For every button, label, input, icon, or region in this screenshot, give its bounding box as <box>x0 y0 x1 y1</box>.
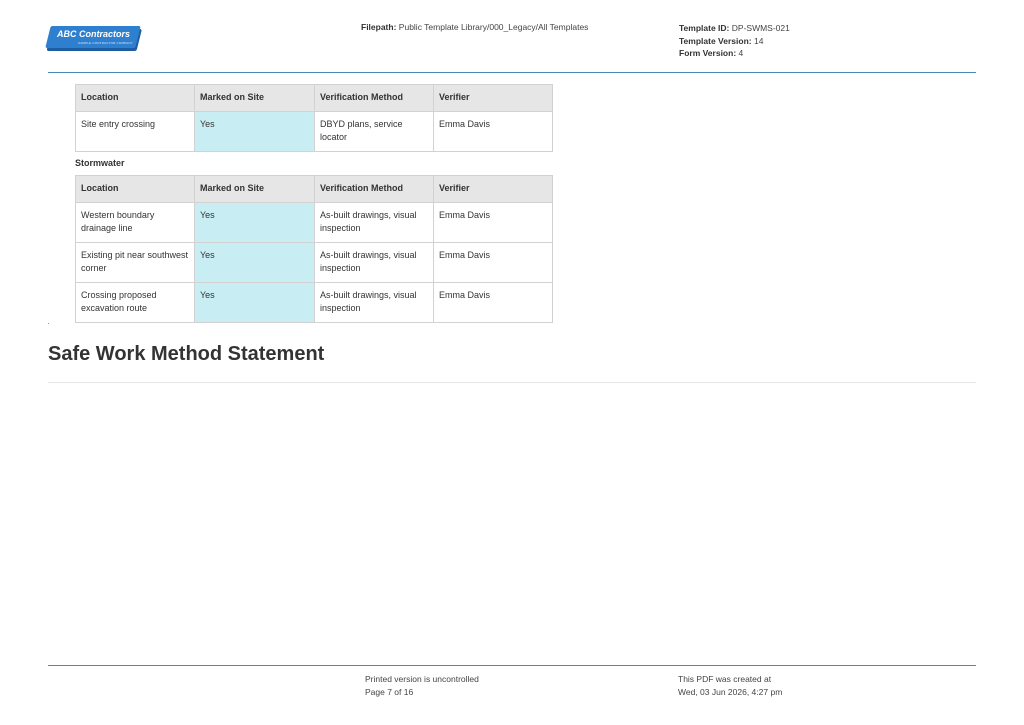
created-timestamp: Wed, 03 Jun 2026, 4:27 pm <box>678 686 783 697</box>
table-header-row <box>76 85 553 112</box>
marked-cell: Yes <box>195 282 315 322</box>
stormwater-table <box>75 175 553 323</box>
column-header: Location <box>76 176 195 203</box>
template-id-value: DP-SWMS-021 <box>731 23 790 33</box>
verification-cell: As-built drawings, visual inspection <box>315 282 434 322</box>
header-filepath <box>361 22 588 32</box>
location-cell: Western boundary drainage line <box>76 202 195 242</box>
marked-cell: Yes <box>195 202 315 242</box>
services-table <box>75 84 553 152</box>
verifier-cell: Emma Davis <box>434 242 553 282</box>
column-header: Verification Method <box>315 176 434 203</box>
verifier-cell: Emma Davis <box>434 282 553 322</box>
form-version-label: Form Version: <box>679 48 737 58</box>
verification-cell: As-built drawings, visual inspection <box>315 242 434 282</box>
table-row <box>76 282 553 322</box>
template-id-label: Template ID: <box>679 23 730 33</box>
company-logo <box>48 26 138 52</box>
table-row <box>76 202 553 242</box>
table-row <box>76 242 553 282</box>
column-header: Verifier <box>434 85 553 112</box>
footer-divider <box>48 665 976 666</box>
column-header: Verifier <box>434 176 553 203</box>
uncontrolled-notice: Printed version is uncontrolled <box>365 674 479 684</box>
logo-name: ABC Contractors <box>57 29 131 39</box>
footer-created-info <box>678 673 782 698</box>
location-cell: Existing pit near southwest corner <box>76 242 195 282</box>
template-id-line <box>679 22 790 35</box>
form-version-line <box>679 47 790 60</box>
column-header: Marked on Site <box>195 176 315 203</box>
page-number: Page 7 of 16 <box>365 686 414 697</box>
template-version-line <box>679 35 790 48</box>
stormwater-label: Stormwater <box>75 158 125 168</box>
verifier-cell: Emma Davis <box>434 202 553 242</box>
form-version-value: 4 <box>738 48 744 58</box>
header-divider <box>48 72 976 73</box>
footer-print-info <box>365 673 479 698</box>
column-header: Location <box>76 85 195 112</box>
column-header: Verification Method <box>315 85 434 112</box>
column-header: Marked on Site <box>195 85 315 112</box>
logo-tagline: SAMPLE CONTRACTOR COMPANY <box>78 41 133 45</box>
spacer-dot <box>48 323 49 324</box>
location-cell: Crossing proposed excavation route <box>76 282 195 322</box>
created-label: This PDF was created at <box>678 674 772 684</box>
header-template-meta <box>679 22 790 60</box>
table-row <box>76 111 553 151</box>
template-version-value: 14 <box>753 35 764 46</box>
marked-cell: Yes <box>195 242 315 282</box>
verifier-cell: Emma Davis <box>434 111 553 151</box>
filepath-label: Filepath: <box>361 22 397 32</box>
section-divider <box>48 382 976 383</box>
filepath-value: Public Template Library/000_Legacy/All Templates <box>398 22 589 32</box>
marked-cell: Yes <box>195 111 315 151</box>
verification-cell: As-built drawings, visual inspection <box>315 202 434 242</box>
section-title: Safe Work Method Statement <box>48 343 325 365</box>
location-cell: Site entry crossing <box>76 111 195 151</box>
template-version-label: Template Version: <box>679 35 752 46</box>
verification-cell: DBYD plans, service locator <box>315 111 434 151</box>
table-header-row <box>76 176 553 203</box>
